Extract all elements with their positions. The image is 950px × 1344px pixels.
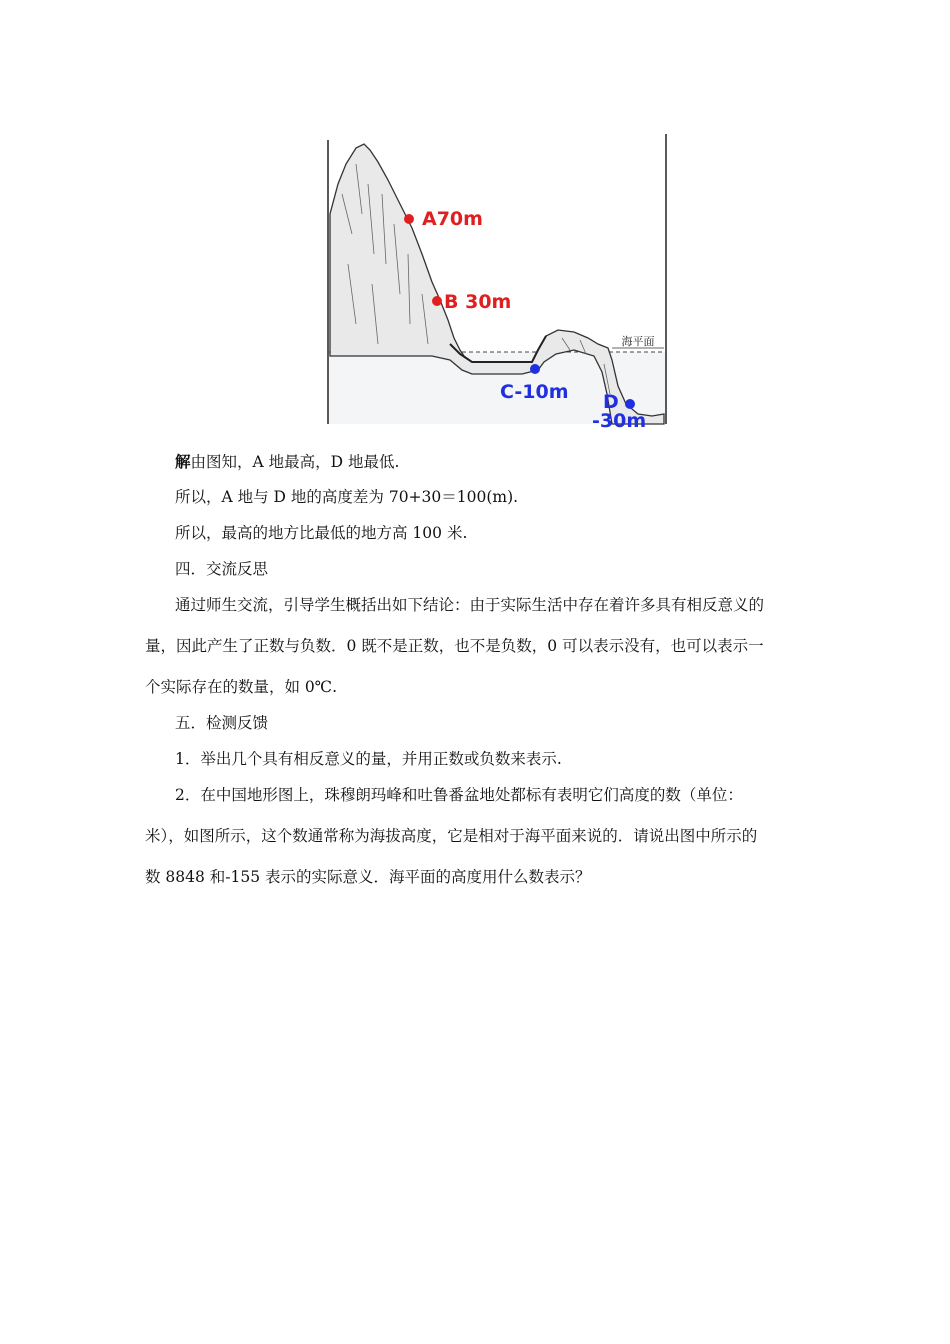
point-a-label: A70m xyxy=(422,208,483,230)
solution-line-3: 所以，最高的地方比最低的地方高 100 米. xyxy=(175,524,468,542)
sea-level-label: 海平面 xyxy=(621,335,655,348)
point-d-label-top: D xyxy=(603,391,619,413)
point-d-marker xyxy=(625,399,635,409)
solution-text-1: 由图知，A 地最高，D 地最低. xyxy=(190,453,400,471)
point-b-label: B 30m xyxy=(444,291,512,313)
section-4-para-line-1: 通过师生交流，引导学生概括出如下结论：由于实际生活中存在着许多具有相反意义的 xyxy=(175,596,765,614)
solution-lead: 解 xyxy=(175,452,191,471)
question-2-line-1: 2．在中国地形图上，珠穆朗玛峰和吐鲁番盆地处都标有表明它们高度的数（单位： xyxy=(175,786,743,804)
section-5-title: 五．检测反馈 xyxy=(175,714,269,732)
section-4-para-line-2: 量，因此产生了正数与负数．0 既不是正数，也不是负数，0 可以表示没有，也可以表示一 xyxy=(145,637,764,655)
point-c-label: C-10m xyxy=(500,381,569,403)
question-2-line-3: 数 8848 和-155 表示的实际意义．海平面的高度用什么数表示？ xyxy=(145,868,591,886)
question-2-line-2: 米），如图所示，这个数通常称为海拔高度，它是相对于海平面来说的．请说出图中所示的 xyxy=(145,827,758,845)
point-a-marker xyxy=(404,214,414,224)
point-c-marker xyxy=(530,364,540,374)
question-1: 1．举出几个具有相反意义的量，并用正数或负数来表示. xyxy=(175,750,562,768)
solution-line-2: 所以，A 地与 D 地的高度差为 70+30＝100(m). xyxy=(175,488,519,506)
elevation-figure xyxy=(312,124,677,432)
section-4-para-line-3: 个实际存在的数量，如 0℃. xyxy=(145,678,338,696)
section-4-title: 四．交流反思 xyxy=(175,560,269,578)
elevation-diagram xyxy=(312,124,677,432)
point-d-label-bottom: -30m xyxy=(592,410,647,432)
solution-line-1 xyxy=(175,452,399,472)
point-b-marker xyxy=(432,296,442,306)
